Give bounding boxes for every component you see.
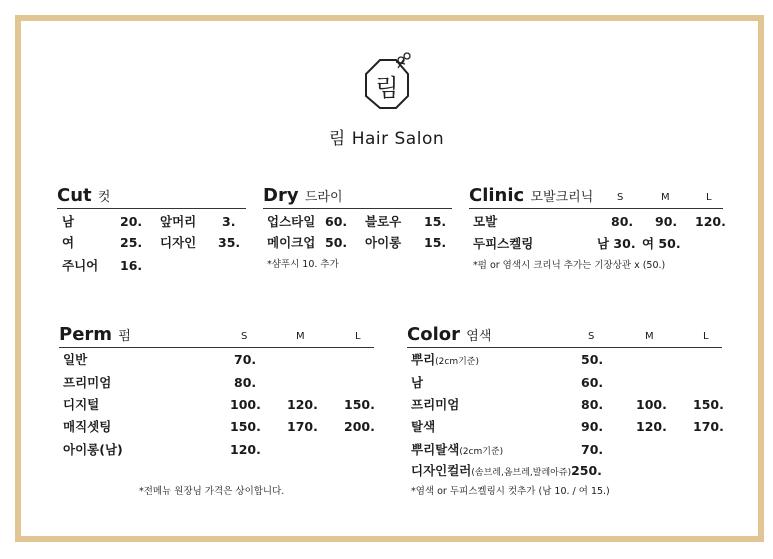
color-price-s: 90. bbox=[581, 419, 604, 434]
perm-section-title: Perm 펌 bbox=[59, 324, 131, 345]
clinic-price-l: 120. bbox=[695, 214, 726, 229]
color-header-l: L bbox=[703, 331, 709, 342]
dry-section-title: Dry 드라이 bbox=[263, 185, 343, 206]
color-header-s: S bbox=[588, 331, 595, 342]
dry-item-price: 50. bbox=[325, 235, 348, 250]
color-price-l: 170. bbox=[693, 419, 724, 434]
perm-price-s: 80. bbox=[234, 375, 257, 390]
clinic-section-title: Clinic 모발크리닉 bbox=[469, 185, 594, 206]
cut-section-title: Cut 컷 bbox=[57, 185, 111, 206]
color-item-label: 탈색 bbox=[411, 419, 436, 434]
perm-note: *전메뉴 원장님 가격은 상이합니다. bbox=[139, 486, 285, 497]
clinic-price-s: 80. bbox=[611, 214, 634, 229]
color-price-s: 250. bbox=[571, 463, 602, 478]
dry-item-price: 15. bbox=[424, 214, 447, 229]
cut-item-price: 20. bbox=[120, 214, 143, 229]
cut-item-price: 16. bbox=[120, 258, 143, 273]
perm-divider bbox=[59, 347, 374, 348]
cut-item-label: 앞머리 bbox=[160, 214, 197, 229]
color-item-label: 뿌리(2cm기준) bbox=[411, 352, 480, 367]
perm-item-label: 프리미엄 bbox=[63, 375, 112, 390]
perm-item-label: 일반 bbox=[63, 352, 88, 367]
cut-item-label: 주니어 bbox=[62, 258, 99, 273]
perm-item-label: 매직셋팅 bbox=[63, 419, 112, 434]
salon-logo bbox=[358, 50, 416, 114]
clinic-header-l: L bbox=[706, 192, 712, 203]
perm-price-s: 100. bbox=[230, 397, 261, 412]
cut-item-price: 25. bbox=[120, 235, 143, 250]
cut-item-label: 디자인 bbox=[160, 235, 197, 250]
clinic-item-label: 두피스켈링 bbox=[473, 236, 534, 251]
dry-item-price: 15. bbox=[424, 235, 447, 250]
clinic-header-m: M bbox=[661, 192, 670, 203]
svg-text:림: 림 bbox=[375, 74, 399, 102]
perm-header-l: L bbox=[355, 331, 361, 342]
cut-item-label: 여 bbox=[62, 235, 75, 250]
perm-price-s: 120. bbox=[230, 442, 261, 457]
perm-header-s: S bbox=[241, 331, 248, 342]
perm-header-m: M bbox=[296, 331, 305, 342]
salon-name: 림 Hair Salon bbox=[328, 129, 445, 149]
dry-divider bbox=[263, 208, 452, 209]
perm-price-l: 150. bbox=[344, 397, 375, 412]
color-price-s: 80. bbox=[581, 397, 604, 412]
perm-price-m: 120. bbox=[287, 397, 318, 412]
clinic-price-m: 90. bbox=[655, 214, 678, 229]
color-divider bbox=[407, 347, 722, 348]
clinic-price-women: 여 50. bbox=[642, 236, 681, 251]
cut-item-label: 남 bbox=[62, 214, 75, 229]
dry-item-label: 메이크업 bbox=[267, 235, 316, 250]
color-price-m: 100. bbox=[636, 397, 667, 412]
perm-price-m: 170. bbox=[287, 419, 318, 434]
color-item-label: 프리미엄 bbox=[411, 397, 460, 412]
dry-note: *샴푸시 10. 추가 bbox=[267, 259, 339, 270]
color-price-l: 150. bbox=[693, 397, 724, 412]
clinic-header-s: S bbox=[617, 192, 624, 203]
perm-price-s: 150. bbox=[230, 419, 261, 434]
clinic-divider bbox=[469, 208, 723, 209]
dry-item-label: 아이롱 bbox=[365, 235, 402, 250]
dry-item-label: 업스타일 bbox=[267, 214, 316, 229]
clinic-note: *펌 or 염색시 크리닉 추가는 기장상관 x (50.) bbox=[473, 260, 666, 271]
clinic-price-men: 남 30. bbox=[597, 236, 636, 251]
perm-price-s: 70. bbox=[234, 352, 257, 367]
color-note: *염색 or 두피스켈링시 컷추가 (남 10. / 여 15.) bbox=[411, 486, 610, 497]
color-item-label: 남 bbox=[411, 375, 424, 390]
color-header-m: M bbox=[645, 331, 654, 342]
color-item-label: 뿌리탈색(2cm기준) bbox=[411, 442, 504, 457]
color-price-s: 50. bbox=[581, 352, 604, 367]
cut-item-price: 35. bbox=[218, 235, 241, 250]
color-section-title: Color 염색 bbox=[407, 324, 492, 345]
cut-divider bbox=[57, 208, 246, 209]
dry-item-label: 블로우 bbox=[365, 214, 402, 229]
perm-price-l: 200. bbox=[344, 419, 375, 434]
dry-item-price: 60. bbox=[325, 214, 348, 229]
color-price-s: 70. bbox=[581, 442, 604, 457]
perm-item-label: 아이롱(남) bbox=[63, 442, 123, 457]
cut-item-price: 3. bbox=[222, 214, 236, 229]
color-price-s: 60. bbox=[581, 375, 604, 390]
clinic-item-label: 모발 bbox=[473, 214, 498, 229]
color-item-label: 디자인컬러(솜브레,옴브레,발레아쥬)250. bbox=[411, 463, 602, 478]
perm-item-label: 디지털 bbox=[63, 397, 100, 412]
color-price-m: 120. bbox=[636, 419, 667, 434]
